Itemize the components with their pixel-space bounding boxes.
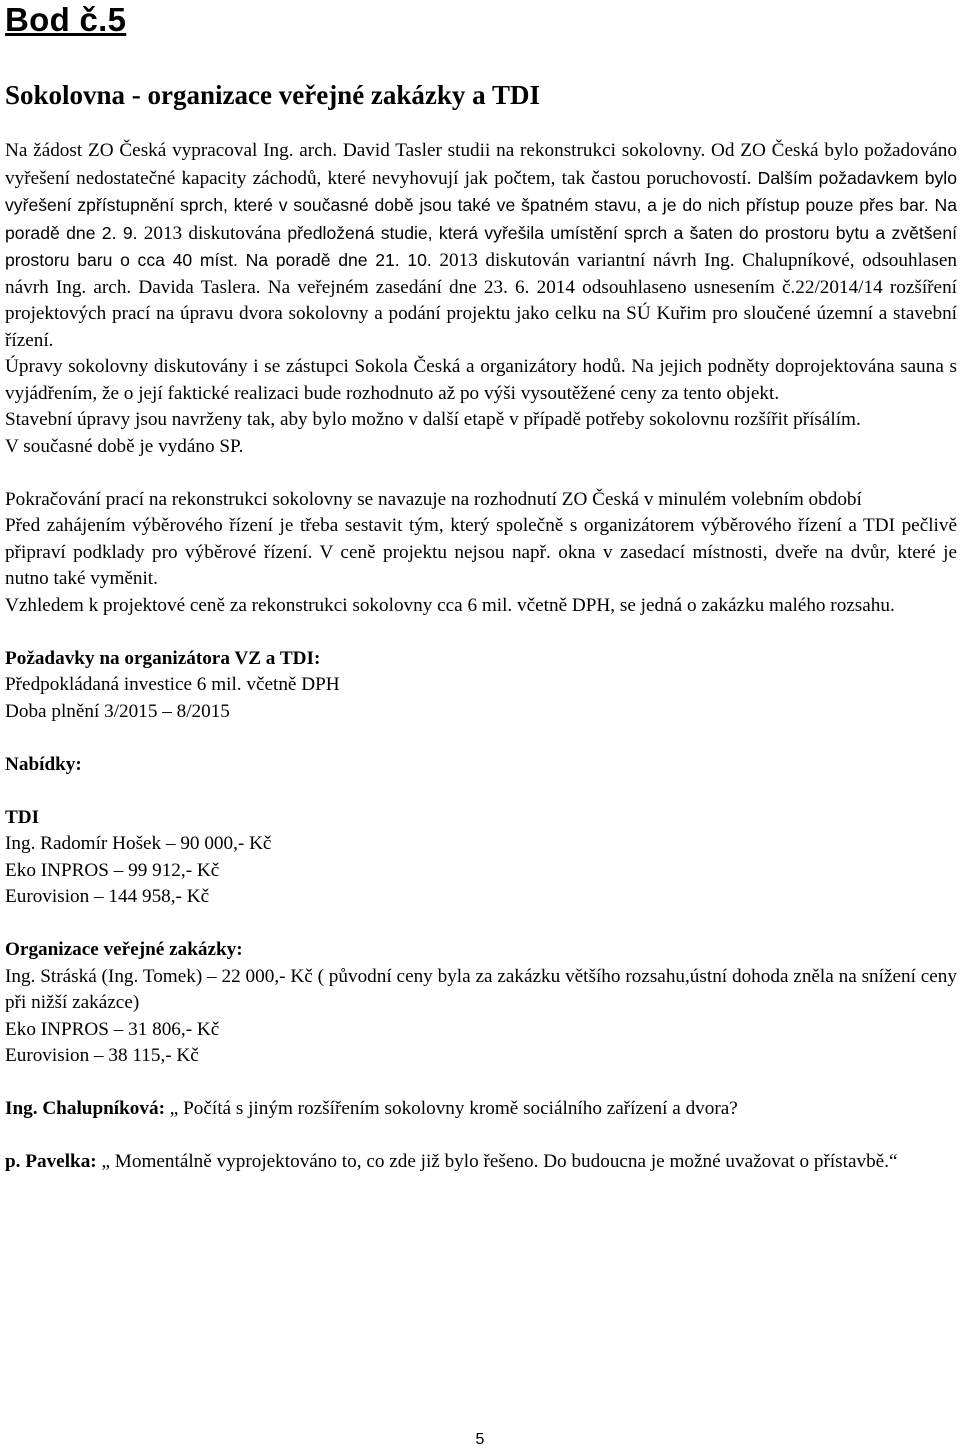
- comment-text: „ Momentálně vyprojektováno to, co zde již bylo řešeno. Do budoucna je možné uvažovat o přístavbě.“: [96, 1151, 898, 1172]
- comment-pavelka: [5, 1149, 957, 1176]
- section-title: Sokolovna - organizace veřejné zakázky a TDI: [5, 80, 540, 110]
- comment-speaker: Ing. Chalupníková:: [5, 1098, 165, 1119]
- tdi-heading: TDI: [5, 806, 40, 828]
- scope-paragraph: Vzhledem k projektové ceně za rekonstrukci sokolovny cca 6 mil. včetně DPH, se jedná o zakázku malého rozsahu.: [5, 594, 895, 616]
- comment-text: „ Počítá s jiným rozšířením sokolovny kromě sociálního zařízení a dvora?: [164, 1098, 738, 1119]
- permit-paragraph: V současné době je vydáno SP.: [5, 435, 244, 457]
- document-body: [5, 138, 957, 1176]
- tdi-offer-1: Ing. Radomír Hošek – 90 000,- Kč: [5, 833, 272, 854]
- intro-text-sans: Dalším požadavkem bylo vyřešení zpřístupnění sprch, které v současné době jsou také ve špatném stavu, a je do nich přístup pouze přes bar. Na poradě dne 2. 9.: [5, 167, 957, 243]
- continuation-paragraph: Pokračování prací na rekonstrukci sokolovny se navazuje na rozhodnutí ZO Česká v minulém volebním období: [5, 488, 862, 510]
- comment-speaker: p. Pavelka:: [5, 1151, 97, 1172]
- intro-text: Na žádost ZO Česká vypracoval Ing. arch. David Tasler studii na rekonstrukci sokolovny. Od ZO Česká bylo požadováno vyřešení nedostatečné kapacity záchodů, které nevyhovují jak počtem, tak častou poruchovostí.: [5, 140, 957, 189]
- tender-paragraph: Před zahájením výběrového řízení je třeba sestavit tým, který společně s organizátorem výběrového řízení a TDI pečlivě připraví podklady pro výběrové řízení. V ceně projektu nejsou např. okna v zasedací místnosti, dveře na dvůr, které je nutno také vyměnit.: [5, 515, 957, 589]
- intro-text-cont: 2013 diskutována: [143, 222, 282, 244]
- tdi-offer-2: Eko INPROS – 99 912,- Kč: [5, 859, 220, 881]
- intro-paragraph: [5, 138, 957, 354]
- construction-paragraph: Stavební úpravy jsou navrženy tak, aby bylo možno v další etapě v případě potřeby sokolovnu rozšířit přísálím.: [5, 409, 861, 430]
- org-offer-2: Eko INPROS – 31 806,- Kč: [5, 1018, 220, 1040]
- org-offer-3: Eurovision – 38 115,- Kč: [5, 1045, 199, 1066]
- tdi-offer-3: Eurovision – 144 958,- Kč: [5, 886, 210, 907]
- page-number: 5: [475, 1431, 485, 1448]
- agenda-item-heading: Bod č.5: [5, 1, 127, 38]
- intro-text-rest: 2013 diskutován variantní návrh Ing. Chalupníkové, odsouhlasen návrh Ing. arch. Davida Taslera. Na veřejném zasedání dne 23. 6. 2014 odsouhlaseno usnesením č.22/2014/14 rozšíření projektových prací na úpravu dvora sokolovny a podání projektu jako celku na SÚ Kuřim pro sloučené územní a stavební řízení.: [5, 250, 958, 351]
- comment-chalupnikova: [5, 1096, 957, 1123]
- duration-line: Doba plnění 3/2015 – 8/2015: [5, 700, 230, 722]
- sokol-paragraph: Úpravy sokolovny diskutovány i se zástupci Sokola Česká a organizátory hodů. Na jejich podněty doprojektována sauna s vyjádřením, že o její faktické realizaci bude rozhodnuto až po výši vysoutěžené ceny za tento objekt.: [5, 356, 957, 404]
- org-heading: Organizace veřejné zakázky:: [5, 939, 243, 960]
- intro-text-sans-2: předložená studie, která vyřešila umístění sprch a šaten do prostoru bytu a zvětšení prostoru baru o cca 40 míst. Na poradě dne 21. 10.: [5, 222, 958, 270]
- investment-line: Předpokládaná investice 6 mil. včetně DPH: [5, 674, 340, 695]
- requirements-heading: Požadavky na organizátora VZ a TDI:: [5, 647, 321, 669]
- offers-heading: Nabídky:: [5, 753, 82, 775]
- org-offer-1: Ing. Stráská (Ing. Tomek) – 22 000,- Kč ( původní ceny byla za zakázku většího rozsahu,ústní dohoda zněla na snížení ceny při nižší zakázce): [5, 965, 957, 1013]
